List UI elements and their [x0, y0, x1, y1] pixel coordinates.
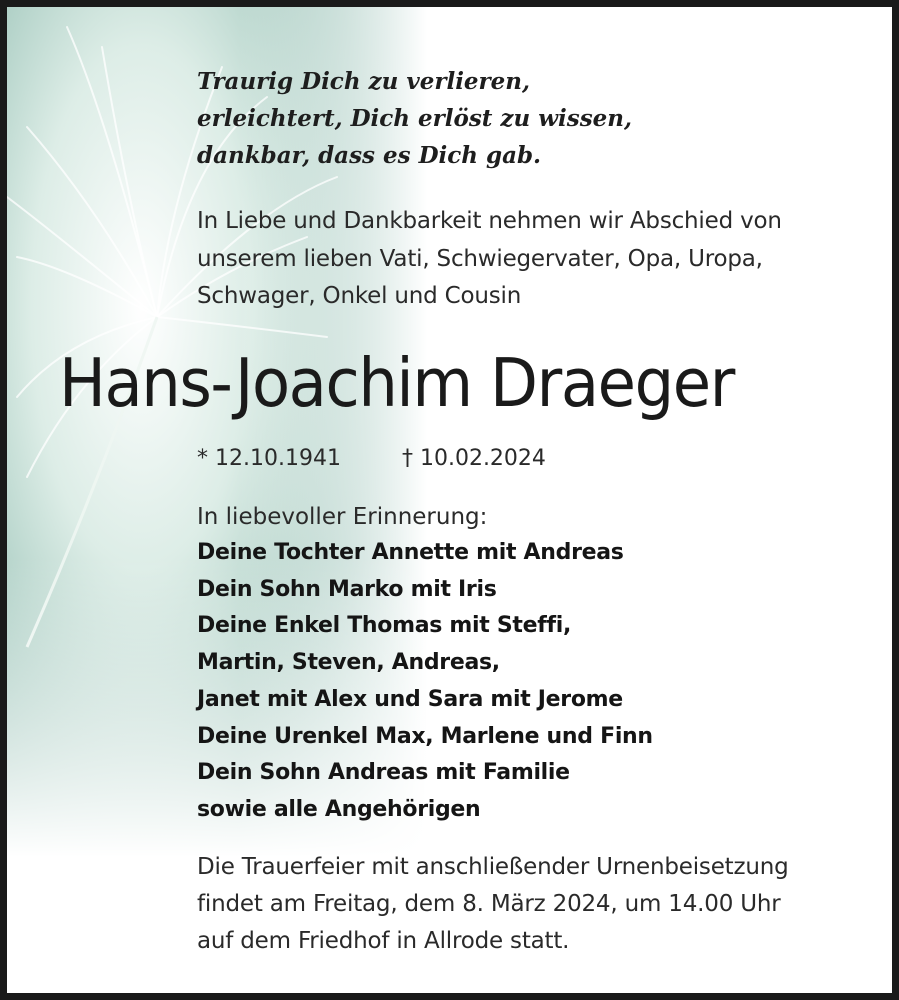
intro-text	[197, 203, 782, 316]
mourners-list	[197, 535, 653, 829]
service-line: Die Trauerfeier mit anschließender Urnenbeisetzung	[197, 854, 789, 880]
birth-date: * 12.10.1941	[197, 446, 341, 471]
mourner-line: Dein Sohn Andreas mit Familie	[197, 760, 570, 786]
life-dates	[197, 443, 546, 475]
remembrance-label: In liebevoller Erinnerung:	[197, 504, 488, 530]
service-line: auf dem Friedhof in Allrode statt.	[197, 927, 570, 954]
intro-line: Schwager, Onkel und Cousin	[197, 283, 522, 309]
motto-verse	[197, 63, 632, 174]
mourner-line: Deine Enkel Thomas mit Steffi,	[197, 613, 572, 639]
intro-line: unserem lieben Vati, Schwiegervater, Opa, Uropa,	[197, 245, 763, 272]
mourner-line: Deine Urenkel Max, Marlene und Finn	[197, 723, 653, 749]
motto-line: Traurig Dich zu verlieren,	[197, 68, 531, 95]
motto-line: dankbar, dass es Dich gab.	[197, 142, 542, 169]
mourner-line: sowie alle Angehörigen	[197, 796, 481, 822]
death-date: † 10.02.2024	[401, 446, 546, 471]
intro-line: In Liebe und Dankbarkeit nehmen wir Abschied von	[197, 208, 782, 234]
deceased-name: Hans-Joachim Draeger	[59, 344, 734, 422]
mourner-line: Janet mit Alex und Sara mit Jerome	[197, 686, 623, 712]
motto-line: erleichtert, Dich erlöst zu wissen,	[197, 105, 633, 132]
mourner-line: Deine Tochter Annette mit Andreas	[197, 540, 624, 565]
mourner-line: Martin, Steven, Andreas,	[197, 650, 500, 676]
service-line: findet am Freitag, dem 8. März 2024, um 14.00 Uhr	[197, 890, 781, 917]
mourner-line: Dein Sohn Marko mit Iris	[197, 576, 497, 602]
funeral-service-info	[197, 849, 789, 959]
